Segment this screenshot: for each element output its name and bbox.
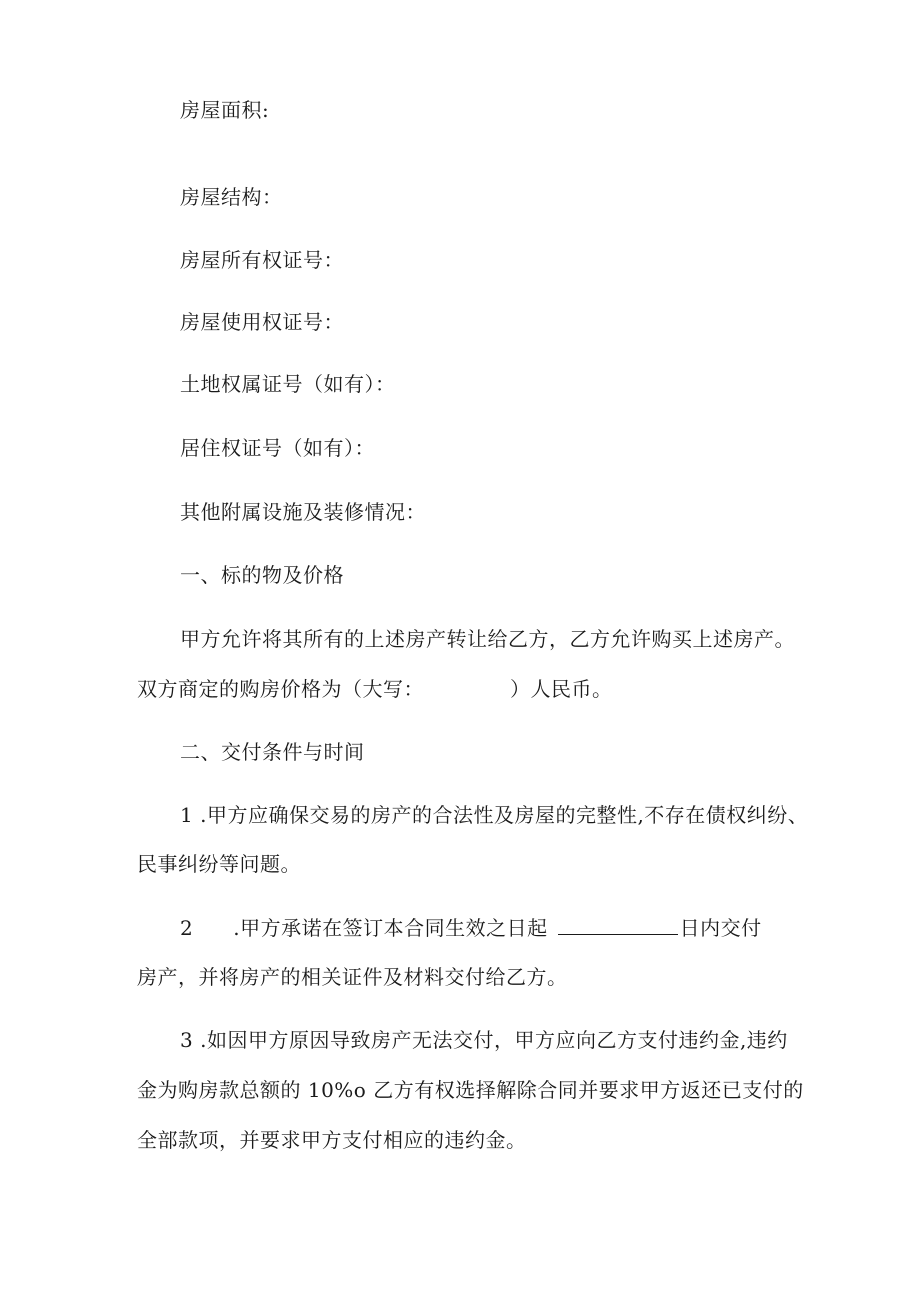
price-text-after: ）人民币。 <box>510 677 613 701</box>
section1-paragraph-line1: 甲方允许将其所有的上述房产转让给乙方，乙方允许购买上述房产。 <box>180 627 795 651</box>
item2-line2: 房产，并将房产的相关证件及材料交付给乙方。 <box>137 965 568 989</box>
section2-heading: 二、交付条件与时间 <box>180 740 365 764</box>
item2-line1 <box>180 916 762 940</box>
field-facilities: 其他附属设施及装修情况： <box>180 500 426 524</box>
field-structure: 房屋结构： <box>180 185 283 209</box>
field-ownership-cert: 房屋所有权证号： <box>180 248 344 272</box>
days-blank <box>558 916 678 935</box>
item3-line1: 3 .如因甲方原因导致房产无法交付，甲方应向乙方支付违约金,违约 <box>180 1028 788 1052</box>
section1-paragraph-line2 <box>137 677 613 701</box>
item3-line3: 全部款项，并要求甲方支付相应的违约金。 <box>137 1128 527 1152</box>
item1-line1: 1 .甲方应确保交易的房产的合法性及房屋的完整性,不存在债权纠纷、 <box>180 803 809 827</box>
field-area: 房屋面积: <box>180 98 270 122</box>
item2-text-after: 日内交付 <box>679 916 762 940</box>
item1-line2: 民事纠纷等问题。 <box>137 852 301 876</box>
section1-heading: 一、标的物及价格 <box>180 563 344 587</box>
field-use-cert: 房屋使用权证号： <box>180 310 344 334</box>
item2-number: 2 <box>180 916 194 940</box>
field-residence-cert: 居住权证号（如有）： <box>180 436 375 460</box>
price-text-before: 双方商定的购房价格为（大写： <box>137 677 424 701</box>
field-land-cert: 土地权属证号（如有）： <box>180 372 396 396</box>
item3-line2: 金为购房款总额的 10%o 乙方有权选择解除合同并要求甲方返还已支付的 <box>137 1078 804 1102</box>
item2-text-before: .甲方承诺在签订本合同生效之日起 <box>233 916 548 940</box>
